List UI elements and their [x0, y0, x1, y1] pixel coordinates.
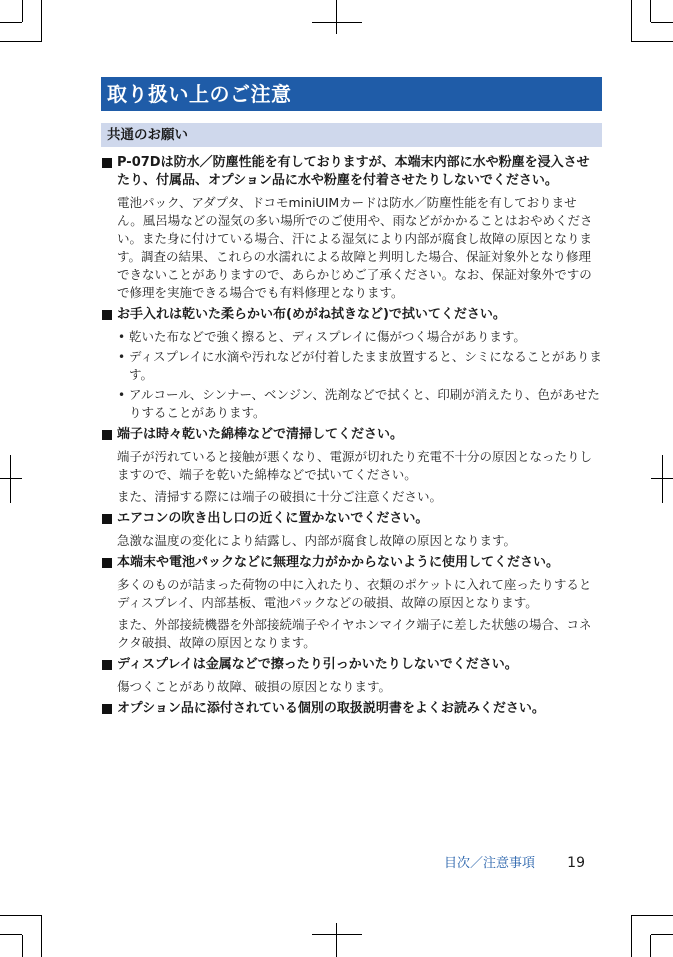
bullet-text: 乾いた布などで強く擦ると、ディスプレイに傷がつく場合があります。 — [129, 329, 526, 344]
note-item — [101, 510, 602, 550]
note-heading — [101, 510, 602, 528]
note-paragraph: 傷つくことがあり故障、破損の原因となります。 — [117, 679, 392, 694]
page-title: 取り扱い上のご注意 — [101, 77, 602, 111]
bullet-text: ディスプレイに水滴や汚れなどが付着したまま放置すると、シミになることがあります。 — [129, 349, 602, 382]
note-item — [101, 426, 602, 506]
square-bullet-icon — [102, 558, 112, 568]
section-title: 共通のお願い — [101, 123, 602, 147]
note-item — [101, 306, 602, 422]
bullet-text: アルコール、シンナー、ベンジン、洗剤などで拭くと、印刷が消えたり、色があせたりすることがあります。 — [129, 387, 600, 420]
square-bullet-icon — [102, 310, 112, 320]
note-heading-text: 端子は時々乾いた綿棒などで清掃してください。 — [117, 427, 404, 442]
note-heading — [101, 306, 602, 324]
note-paragraph: 電池パック、アダプタ、ドコモminiUIMカードは防水／防塵性能を有しておりません。風呂場などの湿気の多い場所でのご使用や、雨などがかかることはおやめください。また身に付けている場合、汗による湿気により内部が腐食し故障の原因となります。調査の結果、これらの水濡れによる故障と判明した場合、保証対象外となり修理できないことがありますので、あらかじめご了承ください。なお、保証対象外ですので修理を実施できる場合でも有料修理となります。 — [117, 195, 593, 300]
bullet-dot-icon: • — [118, 330, 126, 344]
note-heading-text: ディスプレイは金属などで擦ったり引っかいたりしないでください。 — [117, 657, 518, 672]
note-paragraph: また、清掃する際には端子の破損に十分ご注意ください。 — [117, 489, 443, 504]
square-bullet-icon — [102, 158, 112, 168]
bullet-item — [117, 386, 602, 422]
note-item — [101, 700, 602, 718]
page-number: 19 — [567, 855, 585, 871]
note-heading — [101, 154, 602, 190]
note-heading — [101, 554, 602, 572]
square-bullet-icon — [102, 704, 112, 714]
note-paragraph: 急激な温度の変化により結露し、内部が腐食し故障の原因となります。 — [117, 533, 517, 548]
note-item — [101, 554, 602, 652]
bullet-item — [117, 348, 602, 384]
bullet-dot-icon: • — [118, 388, 126, 402]
note-heading — [101, 426, 602, 444]
note-item — [101, 656, 602, 696]
note-heading-text: オプション品に添付されている個別の取扱説明書をよくお読みください。 — [117, 701, 545, 716]
note-heading-text: お手入れは乾いた柔らかい布(めがね拭きなど)で拭いてください。 — [117, 307, 506, 322]
note-heading — [101, 700, 602, 718]
bullet-dot-icon: • — [118, 350, 126, 364]
square-bullet-icon — [102, 514, 112, 524]
toc-notes-link[interactable]: 目次／注意事項 — [444, 856, 536, 871]
bullet-list — [101, 328, 602, 422]
note-item — [101, 154, 602, 302]
note-heading — [101, 656, 602, 674]
note-heading-text: P-07Dは防水／防塵性能を有しておりますが、本端末内部に水や粉塵を浸入させたり、付属品、オプション品に水や粉塵を付着させたりしないでください。 — [117, 155, 590, 188]
note-paragraph: 端子が汚れていると接触が悪くなり、電源が切れたり充電不十分の原因となったりしますので、端子を乾いた綿棒などで拭いてください。 — [117, 449, 593, 482]
notes-list — [101, 150, 602, 718]
note-paragraph: 多くのものが詰まった荷物の中に入れたり、衣類のポケットに入れて座ったりするとディスプレイ、内部基板、電池パックなどの破損、故障の原因となります。 — [117, 577, 592, 610]
footer — [444, 852, 585, 871]
note-heading-text: 本端末や電池パックなどに無理な力がかからないように使用してください。 — [117, 555, 560, 570]
square-bullet-icon — [102, 660, 112, 670]
note-paragraph: また、外部接続機器を外部接続端子やイヤホンマイク端子に差した状態の場合、コネクタ破損、故障の原因となります。 — [117, 617, 592, 650]
square-bullet-icon — [102, 430, 112, 440]
note-heading-text: エアコンの吹き出し口の近くに置かないでください。 — [117, 511, 429, 526]
bullet-item — [117, 328, 602, 346]
